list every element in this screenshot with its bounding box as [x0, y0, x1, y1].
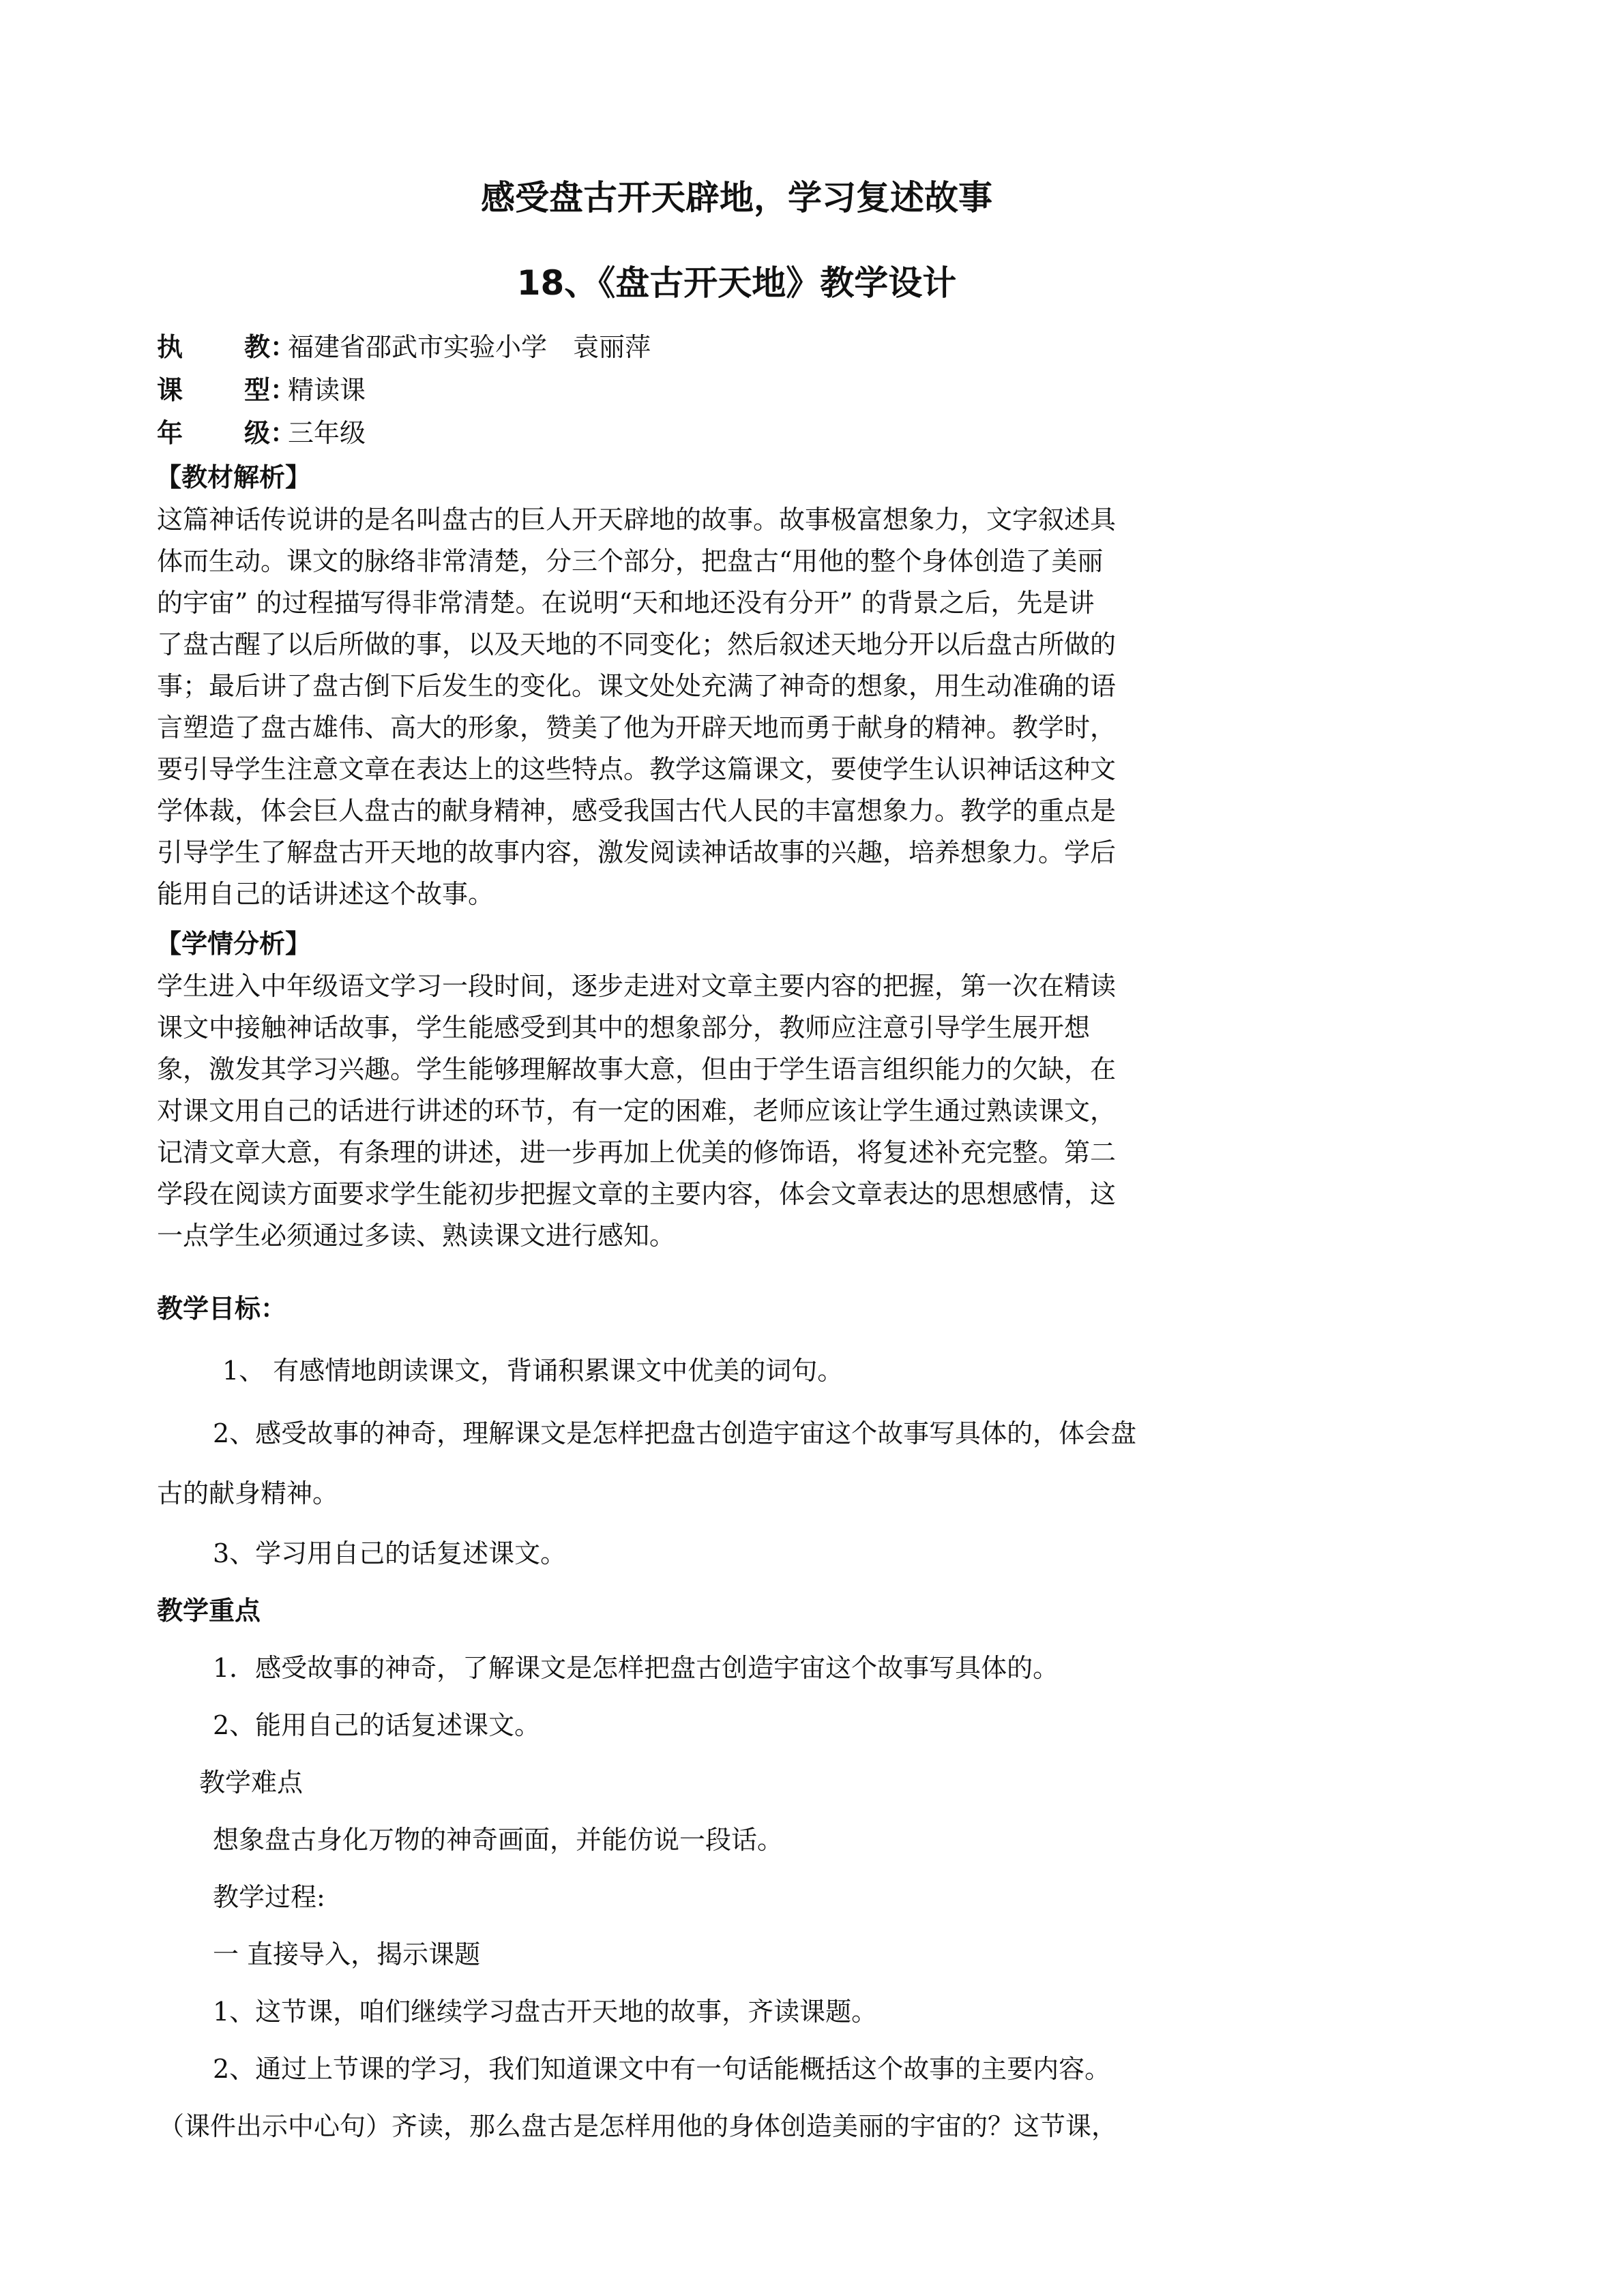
difficulty-heading: 教学难点: [199, 1768, 304, 1798]
paragraph-line: 能用自己的话讲述这个故事。: [157, 879, 494, 909]
meta-key: 执 教：: [157, 332, 297, 362]
process-step-2: 2、通过上节课的学习，我们知道课文中有一句话能概括这个故事的主要内容。: [213, 2054, 1111, 2084]
goals-heading: 教学目标：: [157, 1294, 287, 1324]
paragraph-line: 象，激发其学习兴趣。学生能够理解故事大意，但由于学生语言组织能力的欠缺，在: [157, 1054, 1117, 1084]
meta-grade: [157, 415, 366, 451]
key-point-1: 1．感受故事的神奇，了解课文是怎样把盘古创造宇宙这个故事写具体的。: [213, 1653, 1059, 1683]
difficulty-text: 想象盘古身化万物的神奇画面，并能仿说一段话。: [213, 1825, 784, 1855]
document-title: 感受盘古开天辟地，学习复述故事: [481, 178, 992, 218]
paragraph-line: 引导学生了解盘古开天地的故事内容，激发阅读神话故事的兴趣，培养想象力。学后: [157, 837, 1117, 867]
process-heading: 教学过程:: [213, 1882, 325, 1912]
paragraph-line: 对课文用自己的话进行讲述的环节，有一定的困难，老师应该让学生通过熟读课文，: [157, 1096, 1117, 1126]
goal-item-3: 3、学习用自己的话复述课文。: [213, 1538, 567, 1568]
process-step-2-cont: （课件出示中心句）齐读，那么盘古是怎样用他的身体创造美丽的宇宙的？这节课，: [158, 2111, 1118, 2141]
paragraph-line: 学体裁，体会巨人盘古的献身精神，感受我国古代人民的丰富想象力。教学的重点是: [157, 796, 1117, 826]
goal-item-2: 2、感受故事的神奇，理解课文是怎样把盘古创造宇宙这个故事写具体的，体会盘: [213, 1418, 1137, 1448]
paragraph-line: 的宇宙” 的过程描写得非常清楚。在说明“天和地还没有分开” 的背景之后，先是讲: [157, 588, 1095, 618]
paragraph-line: 事；最后讲了盘古倒下后发生的变化。课文处处充满了神奇的想象，用生动准确的语: [157, 671, 1117, 701]
section-heading-student: 【学情分析】: [156, 929, 312, 959]
meta-teacher: [157, 329, 651, 365]
student-analysis-paragraph: [157, 966, 1248, 1257]
paragraph-line: 了盘古醒了以后所做的事，以及天地的不同变化；然后叙述天地分开以后盘古所做的: [157, 629, 1117, 659]
paragraph-line: 体而生动。课文的脉络非常清楚，分三个部分，把盘古“用他的整个身体创造了美丽: [157, 546, 1104, 576]
meta-value: 福建省邵武市实验小学 袁丽萍: [288, 332, 651, 362]
document-subtitle: 18、《盘古开天地》教学设计: [516, 263, 957, 303]
paragraph-line: 这篇神话传说讲的是名叫盘古的巨人开天辟地的故事。故事极富想象力，文字叙述具: [157, 505, 1117, 535]
meta-lesson-type: [157, 372, 366, 408]
process-section-1: 一 直接导入，揭示课题: [213, 1939, 481, 1969]
meta-value: 精读课: [288, 375, 366, 405]
meta-value: 三年级: [288, 418, 366, 448]
key-points-heading: 教学重点: [157, 1596, 261, 1626]
goal-item-1: 1、 有感情地朗读课文，背诵积累课文中优美的词句。: [222, 1356, 844, 1386]
paragraph-line: 记清文章大意，有条理的讲述，进一步再加上优美的修饰语，将复述补充完整。第二: [157, 1137, 1117, 1167]
process-step-1: 1、这节课，咱们继续学习盘古开天地的故事，齐读课题。: [213, 1997, 878, 2027]
paragraph-line: 言塑造了盘古雄伟、高大的形象，赞美了他为开辟天地而勇于献身的精神。教学时，: [157, 713, 1117, 743]
section-heading-textbook: 【教材解析】: [156, 462, 312, 492]
meta-key: 年 级：: [157, 418, 297, 448]
goal-item-2-cont: 古的献身精神。: [157, 1478, 339, 1508]
paragraph-line: 学段在阅读方面要求学生能初步把握文章的主要内容，体会文章表达的思想感情，这: [157, 1179, 1117, 1209]
key-point-2: 2、能用自己的话复述课文。: [213, 1710, 541, 1740]
paragraph-line: 学生进入中年级语文学习一段时间，逐步走进对文章主要内容的把握，第一次在精读: [157, 971, 1117, 1001]
paragraph-line: 要引导学生注意文章在表达上的这些特点。教学这篇课文，要使学生认识神话这种文: [157, 754, 1117, 784]
textbook-analysis-paragraph: [157, 499, 1248, 915]
paragraph-line: 一点学生必须通过多读、熟读课文进行感知。: [157, 1221, 676, 1251]
meta-key: 课 型：: [157, 375, 297, 405]
paragraph-line: 课文中接触神话故事，学生能感受到其中的想象部分，教师应注意引导学生展开想: [157, 1013, 1091, 1043]
